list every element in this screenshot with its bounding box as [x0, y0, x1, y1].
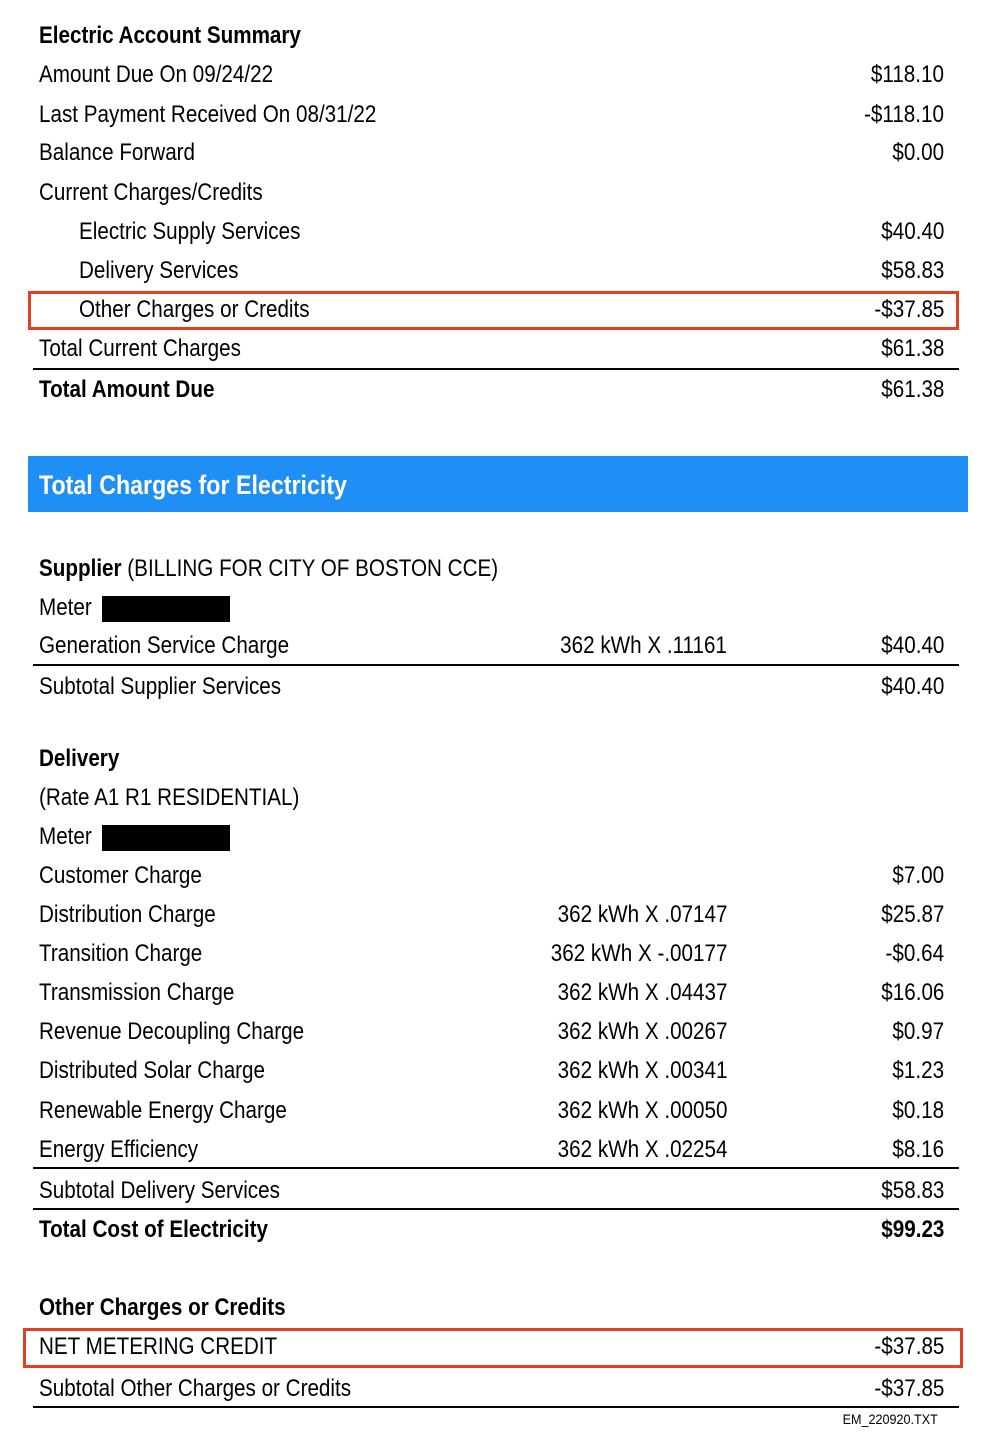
section-banner: [28, 456, 968, 512]
summary-amount-other: -$37.85: [873, 296, 944, 323]
supplier-heading: Supplier: [39, 555, 122, 582]
delivery-row-calc: 362 kWh X .04437: [557, 979, 727, 1006]
delivery-row-calc: 362 kWh X .07147: [557, 901, 727, 928]
generation-charge-calc: 362 kWh X .11161: [560, 632, 727, 659]
divider: [33, 1167, 959, 1169]
delivery-row-amount: $0.97: [892, 1018, 944, 1045]
generation-charge-label: Generation Service Charge: [39, 632, 290, 659]
summary-label-last-payment: Last Payment Received On 08/31/22: [39, 101, 377, 128]
net-metering-label: NET METERING CREDIT: [39, 1333, 278, 1360]
summary-amount-supply: $40.40: [880, 218, 944, 245]
delivery-row-label: Distribution Charge: [39, 901, 216, 928]
other-subtotal-label: Subtotal Other Charges or Credits: [39, 1375, 352, 1402]
delivery-row-calc: 362 kWh X .00050: [557, 1097, 727, 1124]
delivery-row-amount: $16.06: [880, 979, 944, 1006]
delivery-row-amount: $25.87: [880, 901, 944, 928]
divider: [33, 1208, 959, 1210]
delivery-subtotal-label: Subtotal Delivery Services: [39, 1177, 280, 1204]
summary-label-supply: Electric Supply Services: [79, 218, 301, 245]
delivery-row-calc: 362 kWh X .02254: [557, 1136, 727, 1163]
delivery-row-label: Transmission Charge: [39, 979, 235, 1006]
delivery-row-calc: 362 kWh X .00267: [557, 1018, 727, 1045]
supplier-meter-label: Meter: [39, 594, 92, 621]
banner-title: Total Charges for Electricity: [39, 470, 347, 500]
summary-total-due-amount: $61.38: [880, 376, 944, 403]
redaction-block: [102, 596, 230, 622]
summary-label-total-current: Total Current Charges: [39, 335, 241, 362]
summary-amount-last-payment: -$118.10: [864, 101, 944, 128]
delivery-meter-label: Meter: [39, 823, 92, 850]
delivery-row-calc: 362 kWh X .00341: [557, 1057, 727, 1084]
summary-amount-balance-forward: $0.00: [892, 139, 944, 166]
divider: [33, 664, 959, 666]
other-heading: Other Charges or Credits: [39, 1294, 286, 1321]
summary-title: Electric Account Summary: [39, 22, 301, 49]
total-cost-label: Total Cost of Electricity: [39, 1216, 268, 1243]
delivery-row-calc: 362 kWh X -.00177: [550, 940, 727, 967]
generation-charge-amount: $40.40: [880, 632, 944, 659]
supplier-subtotal-label: Subtotal Supplier Services: [39, 673, 282, 700]
divider: [33, 1406, 959, 1408]
supplier-subtotal-amount: $40.40: [880, 673, 944, 700]
other-subtotal-amount: -$37.85: [873, 1375, 944, 1402]
redaction-block: [102, 825, 230, 851]
delivery-rate: (Rate A1 R1 RESIDENTIAL): [39, 784, 300, 811]
delivery-row-label: Distributed Solar Charge: [39, 1057, 266, 1084]
delivery-row-amount: $0.18: [892, 1097, 944, 1124]
delivery-heading: Delivery: [39, 745, 120, 772]
summary-label-current-charges: Current Charges/Credits: [39, 179, 263, 206]
summary-amount-total-current: $61.38: [880, 335, 944, 362]
delivery-row-label: Transition Charge: [39, 940, 203, 967]
supplier-heading-line: [39, 555, 498, 583]
footer-code: EM_220920.TXT: [842, 1411, 938, 1427]
delivery-row-label: Energy Efficiency: [39, 1136, 199, 1163]
delivery-row-label: Customer Charge: [39, 862, 202, 889]
delivery-subtotal-amount: $58.83: [880, 1177, 944, 1204]
delivery-row-label: Renewable Energy Charge: [39, 1097, 287, 1124]
delivery-row-amount: $8.16: [892, 1136, 944, 1163]
summary-amount-amount-due: $118.10: [870, 61, 944, 88]
total-cost-amount: $99.23: [880, 1216, 944, 1243]
delivery-row-amount: $1.23: [892, 1057, 944, 1084]
net-metering-amount: -$37.85: [873, 1333, 944, 1360]
delivery-row-label: Revenue Decoupling Charge: [39, 1018, 305, 1045]
summary-total-due-label: Total Amount Due: [39, 376, 215, 403]
summary-label-balance-forward: Balance Forward: [39, 139, 196, 166]
delivery-row-amount: -$0.64: [885, 940, 944, 967]
summary-amount-delivery: $58.83: [880, 257, 944, 284]
summary-label-other: Other Charges or Credits: [79, 296, 310, 323]
summary-label-amount-due: Amount Due On 09/24/22: [39, 61, 274, 88]
supplier-heading-note: (BILLING FOR CITY OF BOSTON CCE): [127, 555, 499, 582]
divider: [33, 368, 959, 370]
summary-label-delivery: Delivery Services: [79, 257, 239, 284]
delivery-row-amount: $7.00: [892, 862, 944, 889]
